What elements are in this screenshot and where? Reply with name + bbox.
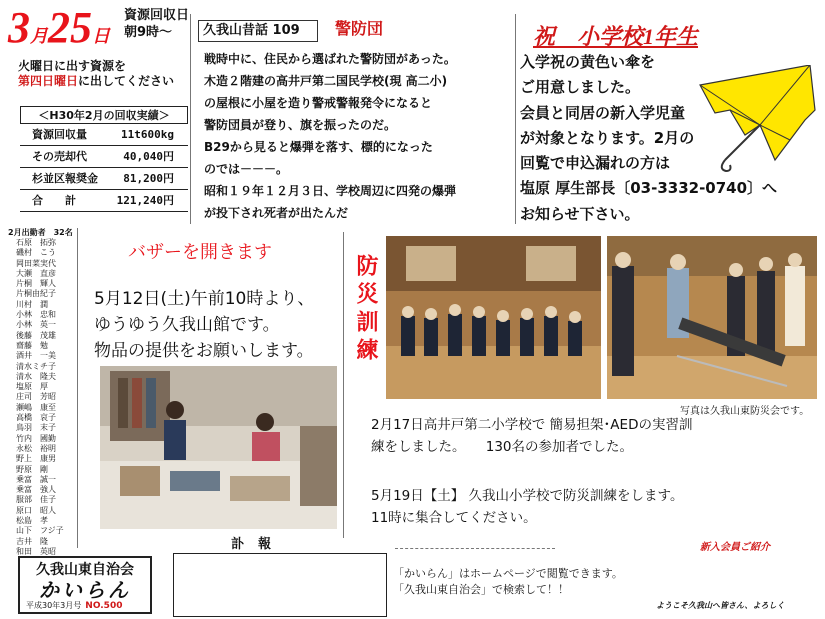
celebration-line: が対象となります。2月の bbox=[520, 128, 695, 147]
celebration-title-text: 祝 小学校1年生 bbox=[533, 24, 699, 49]
divider bbox=[77, 228, 78, 548]
row-value: 11t600kg bbox=[121, 128, 174, 141]
attendee-name: 磯村 こう bbox=[16, 248, 56, 258]
attendees-title: 2月出勤者 32名 bbox=[8, 228, 73, 237]
attendee-name: 瀬嶋 康至 bbox=[16, 402, 56, 412]
divider bbox=[343, 232, 344, 538]
story-body bbox=[204, 48, 512, 224]
date-day-unit: 日 bbox=[92, 26, 110, 46]
attendee-name: 服部 佳子 bbox=[16, 495, 56, 505]
tuesday-note: 火曜日に出す資源を bbox=[18, 59, 127, 73]
attendee-name: 山下 フジ子 bbox=[16, 526, 64, 536]
divider bbox=[190, 14, 191, 224]
attendee-name: 原口 昭人 bbox=[16, 505, 56, 515]
attendee-name: 野上 康男 bbox=[16, 454, 56, 464]
welcome-message: ようこそ久我山へ皆さん、よろしく bbox=[656, 601, 785, 610]
table-row bbox=[20, 124, 188, 146]
drill-report bbox=[371, 414, 801, 458]
celebration-line: 入学祝の黄色い傘を bbox=[520, 53, 656, 71]
story-series-label: 久我山昔話 109 bbox=[198, 20, 318, 42]
story-line: B29から見ると爆弾を落す、標的になった bbox=[204, 140, 433, 154]
attendee-name: 小林 英一 bbox=[16, 320, 56, 330]
attendee-name: 松島 孝 bbox=[16, 516, 48, 526]
attendee-name: 齋藤 勉 bbox=[16, 340, 48, 350]
story-title: 警防団 bbox=[335, 19, 384, 38]
celebration-line: 回覧で申込漏れの方は bbox=[520, 154, 671, 173]
story-line: 警防団員が登り、旗を振ったのだ。 bbox=[204, 118, 397, 132]
date-month-unit: 月 bbox=[30, 26, 48, 46]
celebration-line: 会員と同居の新入学児童 bbox=[520, 103, 686, 122]
divider bbox=[515, 14, 516, 224]
attendee-name: 小林 忠和 bbox=[16, 310, 56, 320]
obituary-label: 訃報 bbox=[231, 537, 286, 552]
date-month: 3 bbox=[8, 3, 30, 52]
story-line: の屋根に小屋を造り警戒警報発令になると bbox=[204, 96, 433, 110]
website-note-line: 「久我山東自治会」で検索して！！ bbox=[393, 583, 569, 596]
table-row bbox=[20, 146, 188, 168]
row-label: 杉並区報奨金 bbox=[32, 172, 98, 185]
collection-date bbox=[8, 3, 110, 52]
row-value: 40,040円 bbox=[123, 150, 174, 163]
attendee-name: 塩原 厚 bbox=[16, 382, 48, 392]
yellow-umbrella-icon bbox=[690, 65, 820, 180]
celebration-title bbox=[533, 20, 698, 51]
attendee-name: 川村 潤 bbox=[16, 299, 48, 309]
row-label: 資源回収量 bbox=[32, 128, 87, 141]
bazaar-photo bbox=[100, 366, 337, 529]
issue-number: NO.500 bbox=[85, 601, 123, 611]
attendee-name: 吉井 隆 bbox=[16, 536, 48, 546]
attendee-name: 庄司 芳昭 bbox=[16, 392, 56, 402]
attendee-name: 竹内 國勤 bbox=[16, 433, 56, 443]
attendee-name: 清水ミチ子 bbox=[16, 361, 56, 371]
issue-date: 平成30年3月号 bbox=[26, 601, 82, 610]
drill-announcement bbox=[371, 485, 801, 529]
collection-results-table bbox=[20, 106, 188, 212]
logo-issue bbox=[26, 600, 122, 611]
row-label: 合 計 bbox=[32, 194, 76, 207]
attendees-list bbox=[16, 238, 71, 557]
story-line: が投下され死者が出たんだ bbox=[204, 206, 349, 220]
bazaar-line: 物品の提供をお願いします。 bbox=[94, 341, 314, 361]
attendee-name: 石原 拓弥 bbox=[16, 238, 56, 247]
newsletter-logo bbox=[18, 556, 152, 614]
attendee-name: 片桐 輝人 bbox=[16, 279, 56, 289]
drill-report-line: 2月17日高井戸第二小学校で 簡易担架･AEDの実習訓 bbox=[371, 417, 693, 433]
attendee-name: 乗富 誠一 bbox=[16, 474, 56, 484]
date-day: 25 bbox=[48, 3, 92, 52]
bazaar-body bbox=[94, 286, 314, 364]
attendee-name: 岡田菜実代 bbox=[16, 258, 56, 268]
logo-org: 久我山東自治会 bbox=[36, 562, 134, 578]
results-title: ＜H30年2月の回収実績＞ bbox=[20, 106, 188, 124]
celebration-line: ご用意しました。 bbox=[520, 78, 641, 97]
website-note-line: 「かいらん」はホームページで閲覧できます。 bbox=[393, 567, 623, 580]
bazaar-title: バザーを開きます bbox=[128, 242, 272, 263]
attendee-name: 乗富 強人 bbox=[16, 485, 56, 495]
attendee-name: 大瀬 直彦 bbox=[16, 268, 56, 278]
logo-brand: かいらん bbox=[39, 578, 131, 602]
photo-caption: 写真は久我山東防災会です。 bbox=[680, 406, 810, 417]
attendee-name: 永松 裕明 bbox=[16, 443, 56, 453]
collection-title: 資源回収日 bbox=[124, 8, 190, 23]
row-label: その売却代 bbox=[32, 150, 87, 163]
table-row bbox=[20, 168, 188, 190]
row-value: 81,200円 bbox=[123, 172, 174, 185]
sunday-note-highlight: 第四日曜日 bbox=[18, 74, 79, 88]
attendee-name: 鳥羽 末子 bbox=[16, 423, 56, 433]
sunday-note-rest: に出してください bbox=[78, 74, 175, 88]
row-value: 121,240円 bbox=[116, 194, 174, 207]
drill-announcement-line: 5月19日【土】 久我山小学校で防災訓練をします。 bbox=[371, 488, 684, 504]
attendee-name: 酒井 一美 bbox=[16, 351, 56, 361]
attendee-name: 後藤 茂雄 bbox=[16, 330, 56, 340]
drill-photo-stretcher bbox=[607, 236, 817, 399]
drill-report-line: 練をしました。 130名の参加者でした。 bbox=[371, 439, 634, 455]
drill-announcement-line: 11時に集合してください。 bbox=[371, 510, 537, 526]
blank-notice-box bbox=[173, 553, 387, 617]
celebration-line: 塩原 厚生部長〔03-3332-0740〕へ bbox=[520, 179, 778, 198]
attendee-name: 和田 英昭 bbox=[16, 546, 56, 556]
disaster-drill-title: 防災訓練 bbox=[353, 254, 378, 366]
bazaar-line: ゆうゆう久我山館です。 bbox=[94, 315, 280, 335]
table-row bbox=[20, 190, 188, 212]
story-line: のでは－－－。 bbox=[204, 162, 289, 176]
bazaar-line: 5月12日(土)午前10時より、 bbox=[94, 289, 315, 309]
attendee-name: 高橋 哀子 bbox=[16, 413, 56, 423]
collection-time: 朝9時～ bbox=[124, 25, 173, 40]
website-note bbox=[393, 566, 623, 598]
divider bbox=[395, 548, 555, 549]
attendee-name: 片桐由紀子 bbox=[16, 289, 56, 299]
attendee-name: 清水 隆夫 bbox=[16, 371, 56, 381]
celebration-line: お知らせ下さい。 bbox=[520, 204, 640, 223]
story-line: 昭和１９年１２月３日、学校周辺に四発の爆弾 bbox=[204, 184, 457, 198]
story-line: 木造２階建の高井戸第二国民学校(現 高二小) bbox=[204, 74, 448, 88]
story-line: 戦時中に、住民から選ばれた警防団があった。 bbox=[204, 52, 456, 66]
new-members-title: 新入会員ご紹介 bbox=[700, 542, 770, 553]
attendee-name: 野原 剛 bbox=[16, 464, 48, 474]
drill-photo-gym bbox=[386, 236, 601, 399]
sunday-note bbox=[18, 73, 174, 89]
